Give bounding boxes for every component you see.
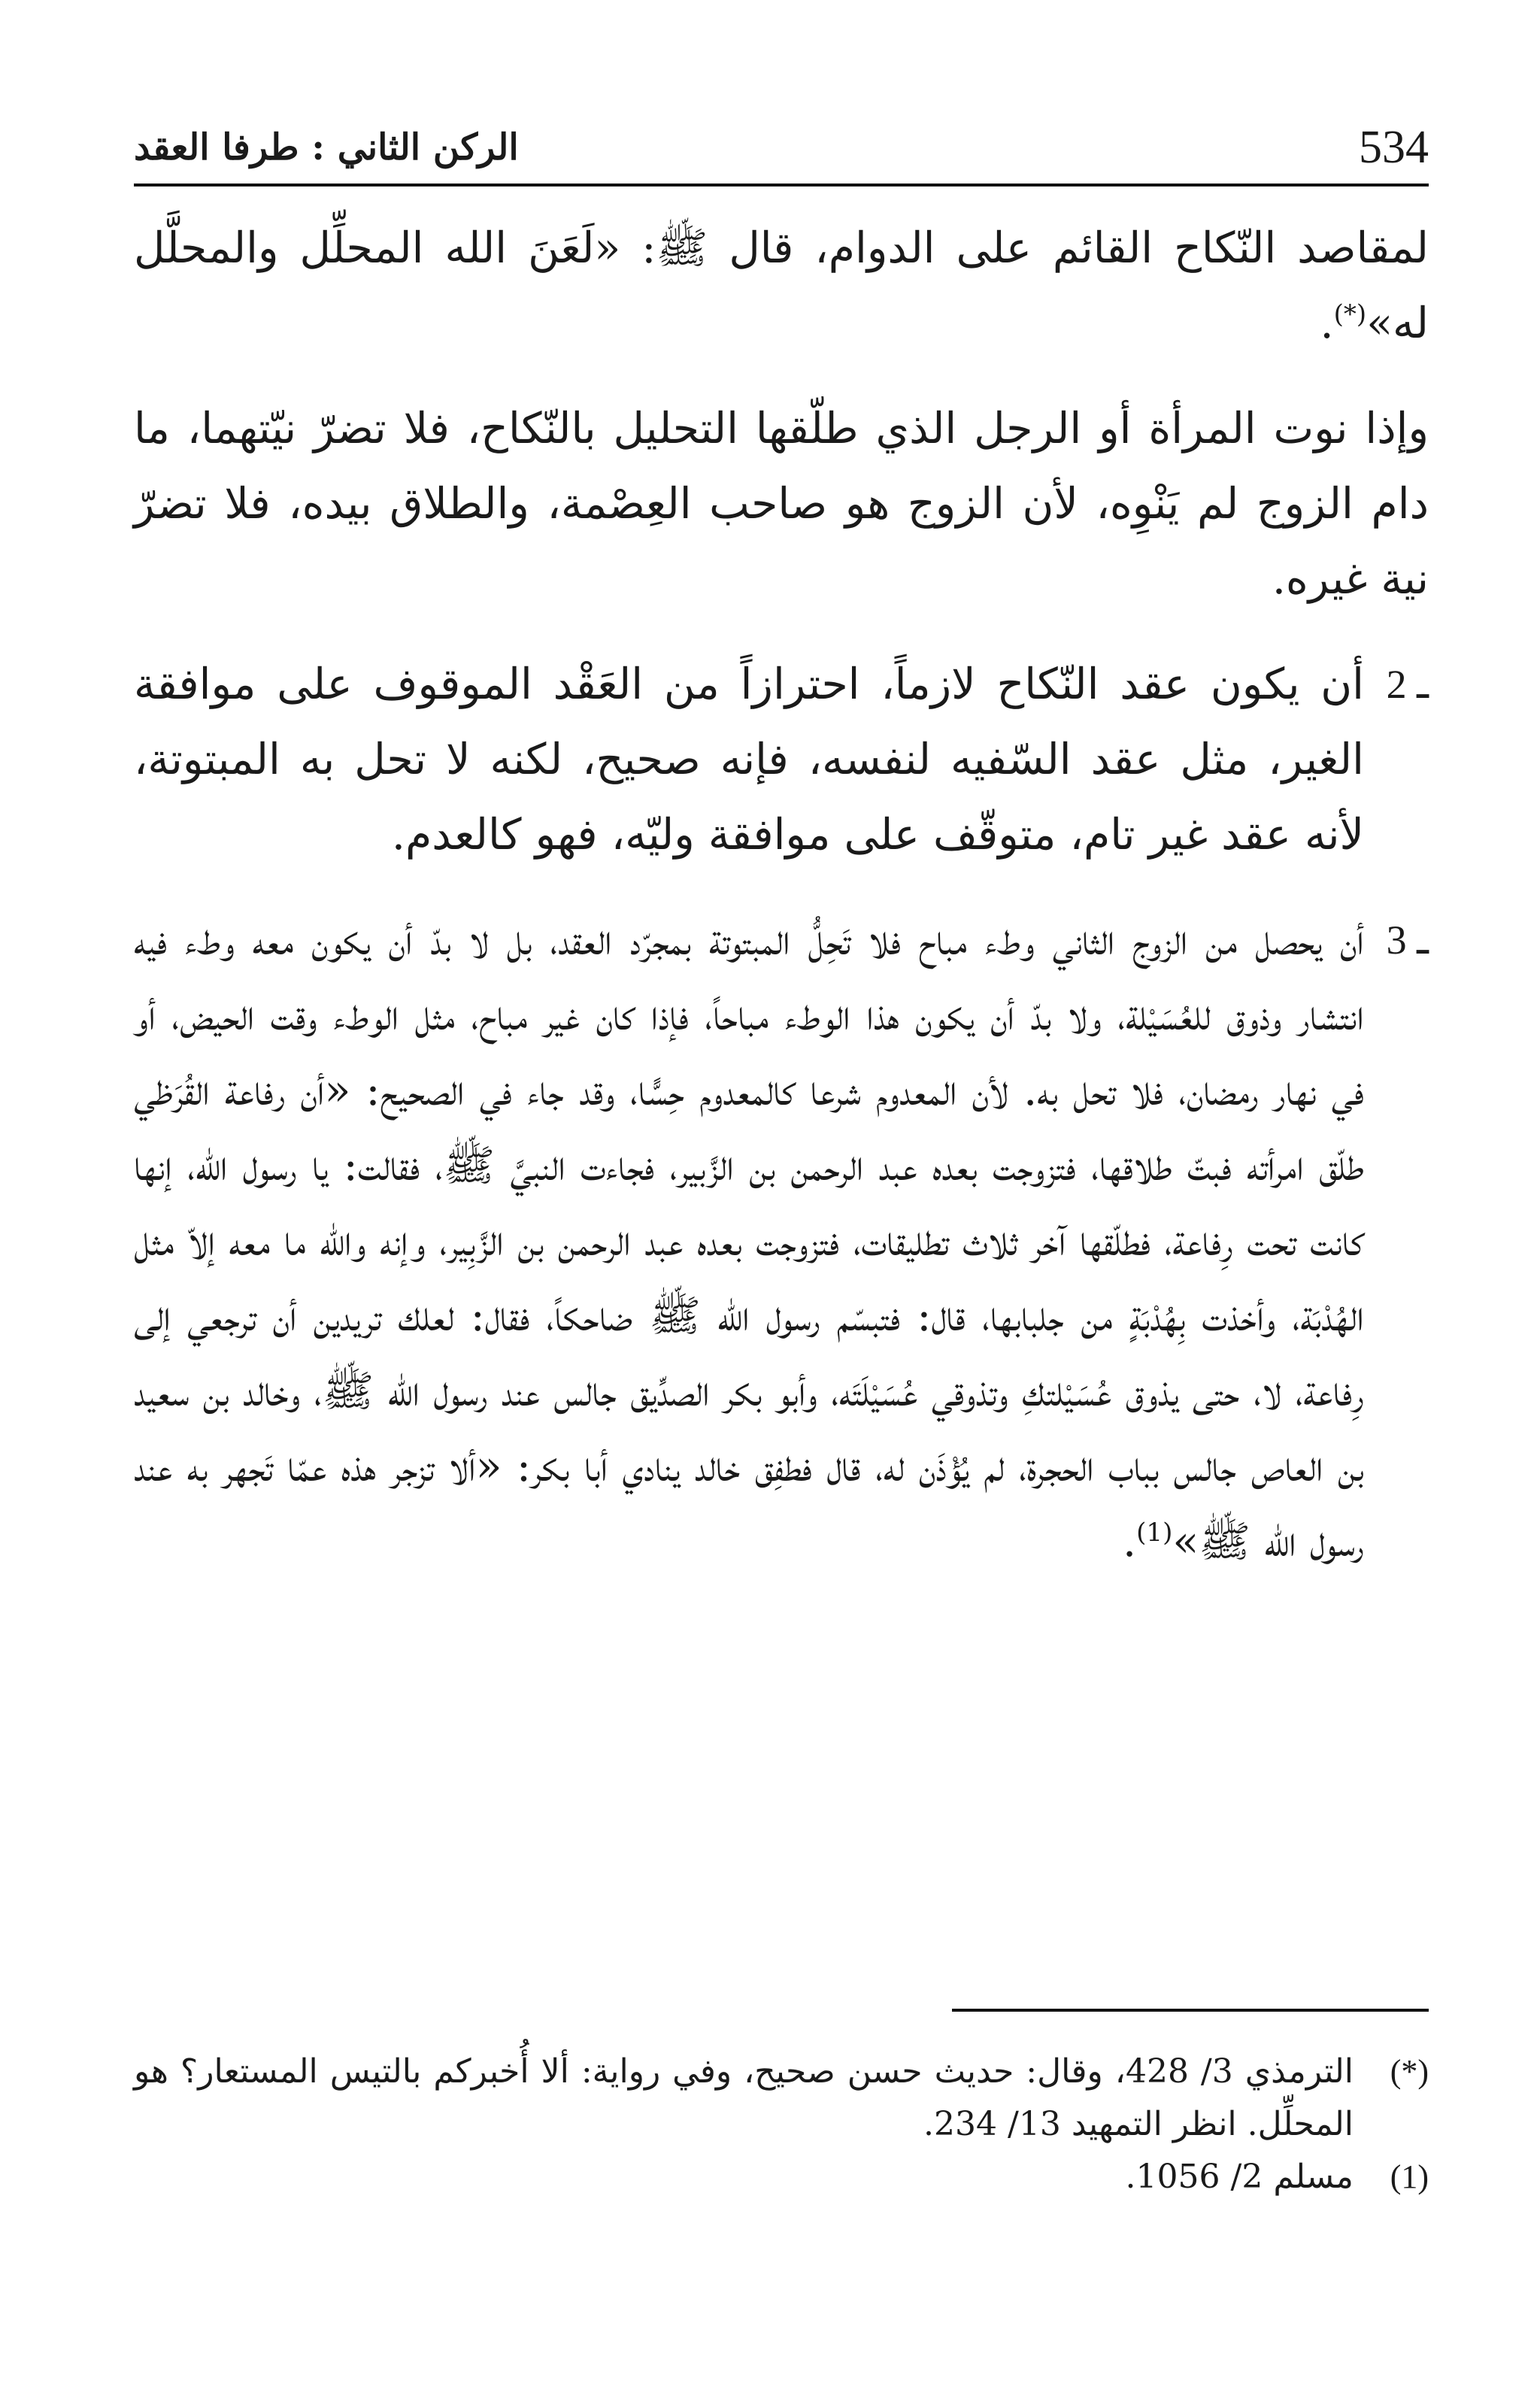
footnote-star (134, 2046, 1429, 2151)
paragraph-text: لمقاصد النّكاح القائم على الدوام، قال ﷺ: «لَعَنَ الله المحلِّل والمحلَّل له» (134, 223, 1429, 348)
paragraph-hadith-intro (134, 211, 1429, 361)
running-title: الركن الثاني : طرفا العقد (134, 126, 519, 168)
footnote-ref-star: (*) (1333, 299, 1367, 329)
list-item-text (134, 902, 1364, 1579)
list-item-end: . (1123, 1517, 1137, 1566)
list-item-number: 2 ـ (1386, 662, 1429, 707)
footnotes (134, 2046, 1429, 2203)
footnote-ref-1: (1) (1136, 1518, 1173, 1548)
list-item-text: أن يكون عقد النّكاح لازماً، احترازاً من العَقْد الموقوف على موافقة الغير، مثل عقد السّفيه لنفسه، فإنه صحيح، لكنه لا تحل به المبتوتة، لأنه عقد غير تام، متوقّف على موافقة وليّه، فهو كالعدم. (134, 660, 1364, 860)
list-item-body: أن يحصل من الزوج الثاني وطء مباح فلا تَحِلُّ المبتوتة بمجرّد العقد، بل لا بدّ أن يكون معه وطء فيه انتشار وذوق للعُسَيْلة، ولا بدّ أن يكون هذا الوطء مباحاً، فإذا كان غير مباح، مثل الوطء وقت الحيض، أو في نهار رمضان، فلا تحل به. لأن المعدوم شرعا كالمعدوم حِسًّا، وقد جاء في الصحيح: «أن رفاعة القُرَظي طلّق امرأته فبتّ طلاقها، فتزوجت بعده عبد الرحمن بن الزَّبير، فجاءت النبيَّ ﷺ، فقالت: يا رسول الله، إنها كانت تحت رِفاعة، فطلّقها آخر ثلاث تطليقات، فتزوجت بعده عبد الرحمن بن الزَّبِير، وإنه والله ما معه إلاّ مثل الهُدْبَة، وأخذت بِهُدْبَةٍ من جلبابها، قال: فتبسّم رسول الله ﷺ ضاحكاً، فقال: لعلك تريدين أن ترجعي إلى رِفاعة، لا، حتى يذوق عُسَيْلتكِ وتذوقي عُسَيْلَتَه، وأبو بكر الصدِّيق جالس عند رسول الله ﷺ، وخالد بن سعيد بن العاص جالس بباب الحجرة، لم يُؤْذَن له، قال فطفِق خالد ينادي أبا بكر: «ألا تزجر هذه عمّا تَجهر به عند رسول الله ﷺ» (134, 915, 1364, 1566)
list-item-3 (134, 902, 1429, 1579)
list-item-2 (134, 647, 1429, 872)
list-item-number: 3 ـ (1386, 917, 1429, 963)
footnote-text: الترمذي 3/ 428، وقال: حديث حسن صحيح، وفي رواية: ألا أُخبركم بالتيس المستعار؟ هو المحلِّل. انظر التمهيد 13/ 234. (134, 2052, 1354, 2143)
page-body (134, 211, 1429, 1579)
page-number: 534 (1359, 122, 1429, 173)
footnote-mark: (*) (1390, 2053, 1429, 2090)
paragraph-end: . (1320, 299, 1334, 348)
paragraph-intention: وإذا نوت المرأة أو الرجل الذي طلّقها التحليل بالنّكاح، فلا تضرّ نيّتهما، ما دام الزوج لم يَنْوِه، لأن الزوج هو صاحب العِصْمة، والطلاق بيده، فلا تضرّ نية غيره. (134, 404, 1429, 604)
footnote-separator (952, 2009, 1429, 2012)
footnote-1 (134, 2151, 1429, 2203)
footnote-text: مسلم 2/ 1056. (1125, 2158, 1354, 2196)
footnote-mark: (1) (1390, 2158, 1429, 2195)
page-header (134, 111, 1429, 187)
